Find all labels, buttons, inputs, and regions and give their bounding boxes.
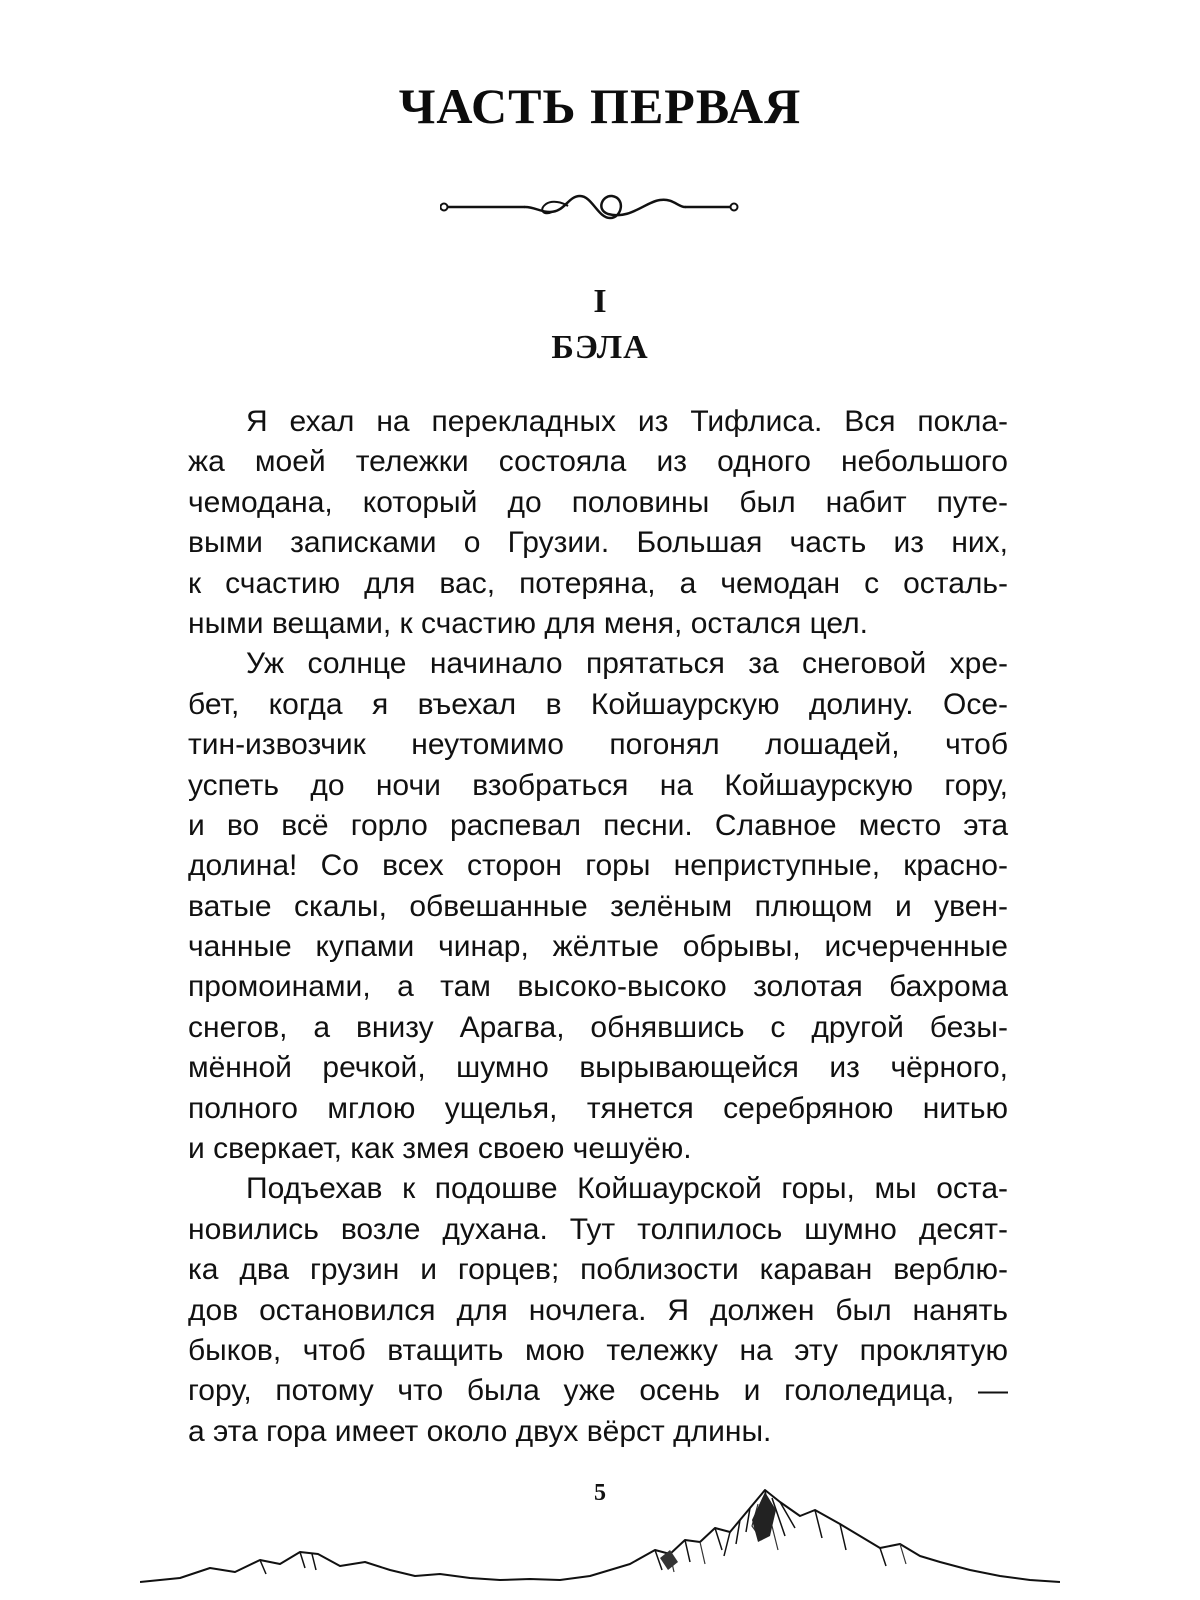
chapter-body bbox=[188, 402, 1008, 1452]
text-line: ватые скалы, обвешанные зелёным плющом и увен- bbox=[188, 889, 1008, 923]
text-line: Уж солнце начинало прятаться за снеговой хре- bbox=[246, 647, 1008, 681]
text-line: мённой речкой, шумно вырывающейся из чёрного, bbox=[188, 1051, 1008, 1085]
ornamental-flourish-icon bbox=[440, 188, 740, 226]
page-number: 5 bbox=[594, 1480, 606, 1506]
text-line: к счастию для вас, потеряна, а чемодан с осталь- bbox=[188, 566, 1008, 600]
text-line: быков, чтоб втащить мою тележку на эту проклятую bbox=[188, 1333, 1008, 1367]
text-line: ка два грузин и горцев; поблизости караван верблю- bbox=[188, 1253, 1008, 1287]
text-line: бет, когда я въехал в Койшаурскую долину. Осе- bbox=[188, 687, 1008, 721]
text-line: жа моей тележки состояла из одного небольшого bbox=[188, 445, 1008, 479]
text-line: гору, потому что была уже осень и гололедица, — bbox=[188, 1374, 1008, 1408]
chapter-title: БЭЛА bbox=[551, 329, 649, 366]
text-line: промоинами, а там высоко-высоко золотая бахрома bbox=[188, 970, 1008, 1004]
part-title: ЧАСТЬ ПЕРВАЯ bbox=[398, 78, 802, 134]
text-line: тин-извозчик неутомимо погонял лошадей, чтоб bbox=[188, 728, 1008, 762]
text-line: новились возле духана. Тут толпилось шумно десят- bbox=[188, 1212, 1008, 1246]
text-line: и во всё горло распевал песни. Славное место эта bbox=[188, 808, 1008, 842]
text-line: дов остановился для ночлега. Я должен был нанять bbox=[188, 1293, 1008, 1327]
text-line: полного мглою ущелья, тянется серебряною нитью bbox=[188, 1091, 1008, 1125]
text-line: успеть до ночи взобраться на Койшаурскую гору, bbox=[188, 768, 1008, 802]
text-line: чемодана, который до половины был набит путе- bbox=[188, 485, 1008, 519]
text-line: Подъехав к подошве Койшаурской горы, мы оста- bbox=[246, 1172, 1008, 1206]
text-line: чанные купами чинар, жёлтые обрывы, исчерченные bbox=[188, 930, 1008, 964]
text-line: ными вещами, к счастию для меня, остался цел. bbox=[188, 606, 868, 640]
text-line: выми записками о Грузии. Большая часть из них, bbox=[188, 526, 1008, 560]
chapter-number: I bbox=[593, 283, 607, 320]
text-line: долина! Со всех сторон горы неприступные, красно- bbox=[188, 849, 1008, 883]
text-line: и сверкает, как змея своею чешуёю. bbox=[188, 1132, 692, 1166]
text-line: Я ехал на перекладных из Тифлиса. Вся покла- bbox=[246, 405, 1008, 438]
text-line: снегов, а внизу Арагва, обнявшись с другой безы- bbox=[188, 1010, 1008, 1044]
text-line: а эта гора имеет около двух вёрст длины. bbox=[188, 1414, 772, 1448]
